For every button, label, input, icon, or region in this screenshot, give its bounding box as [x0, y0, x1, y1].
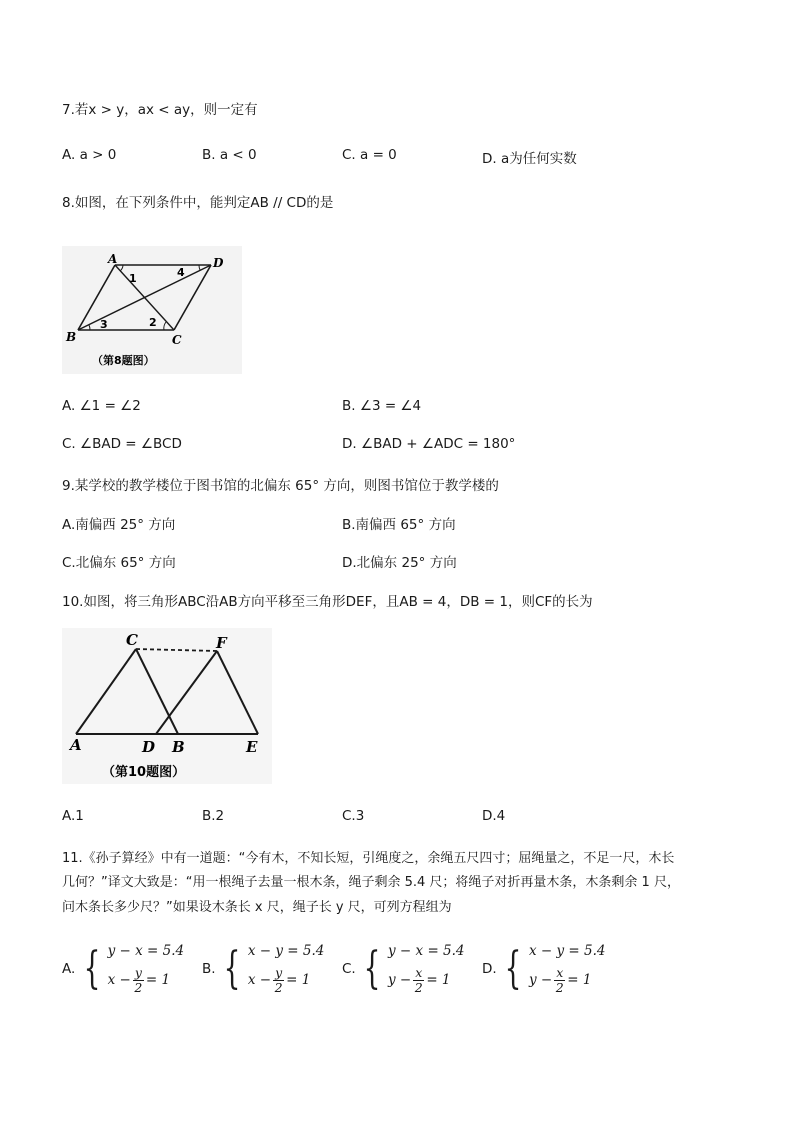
q11-option-b-system — [220, 940, 325, 998]
q11-option-a — [62, 940, 184, 998]
q11-option-c — [342, 940, 465, 998]
q10-figure — [62, 628, 272, 784]
q11-option-c-eq2: y − $\frac{x}{2}$ = 1 — [388, 964, 451, 995]
q11-option-a-letter: A. — [62, 961, 76, 977]
left-brace-icon: { — [504, 943, 522, 994]
q10-option-d: D.4 — [482, 808, 506, 824]
q11-stem-line-1: 11.《孙子算经》中有一道题：“今有木，不知长短，引绳度之，余绳五尺四寸；屈绳量之，不足一尺，木长 — [62, 851, 675, 866]
q8-label-angle-4: 4 — [177, 266, 185, 279]
q8-label-angle-2: 2 — [149, 316, 157, 329]
q11-option-b-eq2: x − $\frac{y}{2}$ = 1 — [247, 964, 311, 995]
q10-figure-caption: （第10题图） — [102, 765, 186, 780]
q11-option-c-system — [360, 940, 465, 998]
q7-option-b: B. a < 0 — [202, 147, 257, 163]
q11-option-d-eq1: x − y = 5.4 — [528, 943, 606, 959]
q10-option-c: C.3 — [342, 808, 365, 824]
q11-stem-line-2: 几何？”译文大致是：“用一根绳子去量一根木条，绳子剩余 5.4 尺；将绳子对折再量木条，木条剩余 1 尺， — [62, 875, 680, 890]
q11-option-d-eq2: y − $\frac{x}{2}$ = 1 — [528, 964, 592, 995]
q8-option-d: D. ∠BAD + ∠ADC = 180° — [342, 436, 516, 452]
q10-label-c: C — [126, 631, 138, 649]
q10-figure-background — [62, 628, 272, 784]
q8-figure-caption: （第8题图） — [92, 354, 155, 367]
q11-option-a-eq1: y − x = 5.4 — [107, 943, 185, 959]
q10-option-b: B.2 — [202, 808, 225, 824]
q7-option-a: A. a > 0 — [62, 147, 117, 163]
q11-option-a-eq2: x − $\frac{y}{2}$ = 1 — [107, 964, 171, 995]
q10-label-b: B — [172, 738, 185, 756]
q10-option-a: A.1 — [62, 808, 84, 824]
q11-stem-line-3: 问木条长多少尺？”如果设木条长 x 尺，绳子长 y 尺，可列方程组为 — [62, 900, 452, 915]
q8-label-angle-1: 1 — [129, 272, 137, 285]
q8-label-a: A — [108, 252, 118, 266]
q7-stem: 7.若x > y，ax < ay，则一定有 — [62, 102, 258, 118]
q10-stem: 10.如图，将三角形ABC沿AB方向平移至三角形DEF，且AB = 4，DB = 1，则CF的长为 — [62, 594, 593, 610]
q8-figure — [62, 246, 242, 374]
q11-option-d — [482, 940, 605, 998]
q8-option-b: B. ∠3 = ∠4 — [342, 398, 422, 414]
q9-stem: 9.某学校的教学楼位于图书馆的北偏东 65° 方向，则图书馆位于教学楼的 — [62, 478, 499, 494]
q8-stem: 8.如图，在下列条件中，能判定AB // CD的是 — [62, 195, 334, 211]
q11-option-c-eq1: y − x = 5.4 — [388, 943, 465, 959]
q7-option-d: D. a为任何实数 — [482, 151, 577, 167]
q9-option-d: D.北偏东 25° 方向 — [342, 555, 457, 571]
q9-option-c: C.北偏东 65° 方向 — [62, 555, 176, 571]
left-brace-icon: { — [363, 943, 381, 994]
q11-option-d-letter: D. — [482, 961, 497, 977]
q11-option-b — [202, 940, 324, 998]
q11-option-a-system — [80, 940, 185, 998]
q9-option-a: A.南偏西 25° 方向 — [62, 517, 176, 533]
q11-option-c-letter: C. — [342, 961, 356, 977]
q8-option-c: C. ∠BAD = ∠BCD — [62, 436, 182, 452]
q10-label-e: E — [246, 738, 258, 756]
q11-option-d-system — [501, 940, 606, 998]
q10-label-d: D — [142, 738, 156, 756]
q9-option-b: B.南偏西 65° 方向 — [342, 517, 456, 533]
q11-option-b-letter: B. — [202, 961, 216, 977]
q8-label-c: C — [172, 333, 182, 347]
q8-label-angle-3: 3 — [100, 318, 108, 331]
q10-label-f: F — [216, 634, 227, 652]
left-brace-icon: { — [83, 943, 100, 994]
q10-label-a: A — [70, 736, 82, 754]
q11-option-b-eq1: x − y = 5.4 — [247, 943, 325, 959]
q8-label-b: B — [66, 330, 77, 344]
q7-option-c: C. a = 0 — [342, 147, 397, 163]
left-brace-icon: { — [223, 943, 241, 994]
q8-label-d: D — [213, 256, 224, 270]
q8-option-a: A. ∠1 = ∠2 — [62, 398, 141, 414]
